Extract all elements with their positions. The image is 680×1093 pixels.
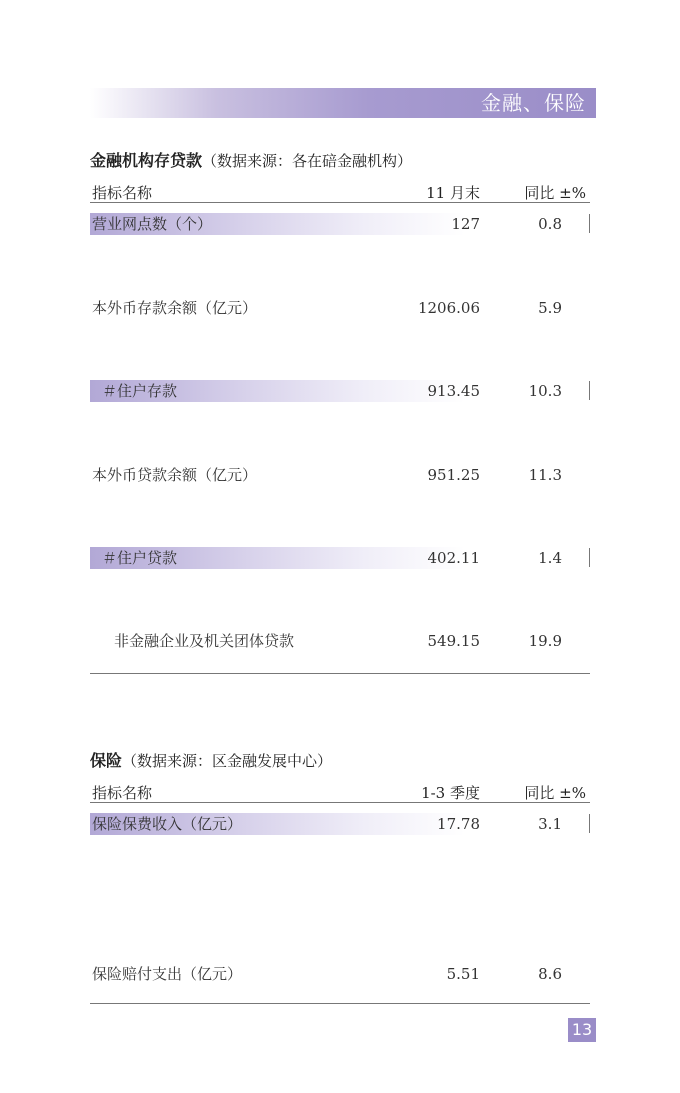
table-row xyxy=(90,963,590,985)
table-row xyxy=(90,547,590,569)
insurance-title-text: 保险 xyxy=(90,751,123,770)
finance-col-value-header: 11 月末 xyxy=(426,184,480,202)
table-row xyxy=(90,630,590,652)
insurance-col-change-header: 同比 ±% xyxy=(524,784,586,802)
insurance-source-text: （数据来源：区金融发展中心） xyxy=(122,752,333,770)
row-value: 1206.06 xyxy=(417,299,480,317)
table-row xyxy=(90,213,590,235)
row-value: 913.45 xyxy=(427,382,480,400)
insurance-col-value-header: 1-3 季度 xyxy=(421,784,480,802)
row-label: ＃住户存款 xyxy=(102,382,178,400)
finance-col-change-header: 同比 ±% xyxy=(524,184,586,202)
insurance-header-rule xyxy=(90,802,590,803)
row-end-rule xyxy=(589,548,590,567)
insurance-table-title xyxy=(90,748,332,771)
row-change: 5.9 xyxy=(538,299,562,317)
finance-col-name-header: 指标名称 xyxy=(92,184,153,202)
insurance-table xyxy=(90,746,590,1008)
row-change: 8.6 xyxy=(538,965,562,983)
row-label: 本外币贷款余额（亿元） xyxy=(92,466,258,484)
table-row xyxy=(90,380,590,402)
insurance-col-name-header: 指标名称 xyxy=(92,784,153,802)
row-end-rule xyxy=(589,214,590,233)
row-label: 营业网点数（个） xyxy=(92,215,213,233)
row-label: ＃住户贷款 xyxy=(102,549,178,567)
row-change: 11.3 xyxy=(528,466,562,484)
finance-table xyxy=(90,146,590,676)
row-end-rule xyxy=(589,381,590,400)
insurance-bottom-rule xyxy=(90,1003,590,1004)
row-change: 3.1 xyxy=(538,815,562,833)
page-number: 13 xyxy=(568,1018,596,1042)
section-header-band xyxy=(90,88,596,118)
row-change: 10.3 xyxy=(528,382,562,400)
row-value: 951.25 xyxy=(427,466,480,484)
row-end-rule xyxy=(589,814,590,833)
finance-source-text: （数据来源：各在碚金融机构） xyxy=(202,152,413,170)
row-label: 保险保费收入（亿元） xyxy=(92,815,243,833)
row-value: 549.15 xyxy=(427,632,480,650)
finance-bottom-rule xyxy=(90,673,590,674)
finance-table-title xyxy=(90,148,412,171)
table-row xyxy=(90,464,590,486)
finance-title-text: 金融机构存贷款 xyxy=(90,151,203,170)
row-value: 17.78 xyxy=(437,815,480,833)
section-header-title: 金融、保险 xyxy=(481,91,586,115)
row-label: 保险赔付支出（亿元） xyxy=(92,965,243,983)
row-label: 非金融企业及机关团体贷款 xyxy=(114,632,295,650)
row-change: 1.4 xyxy=(538,549,562,567)
row-label: 本外币存款余额（亿元） xyxy=(92,299,258,317)
row-value: 5.51 xyxy=(446,965,480,983)
table-row xyxy=(90,297,590,319)
table-row xyxy=(90,813,590,835)
row-change: 0.8 xyxy=(538,215,562,233)
finance-header-rule xyxy=(90,202,590,203)
row-value: 402.11 xyxy=(427,549,480,567)
row-change: 19.9 xyxy=(528,632,562,650)
row-value: 127 xyxy=(451,215,480,233)
